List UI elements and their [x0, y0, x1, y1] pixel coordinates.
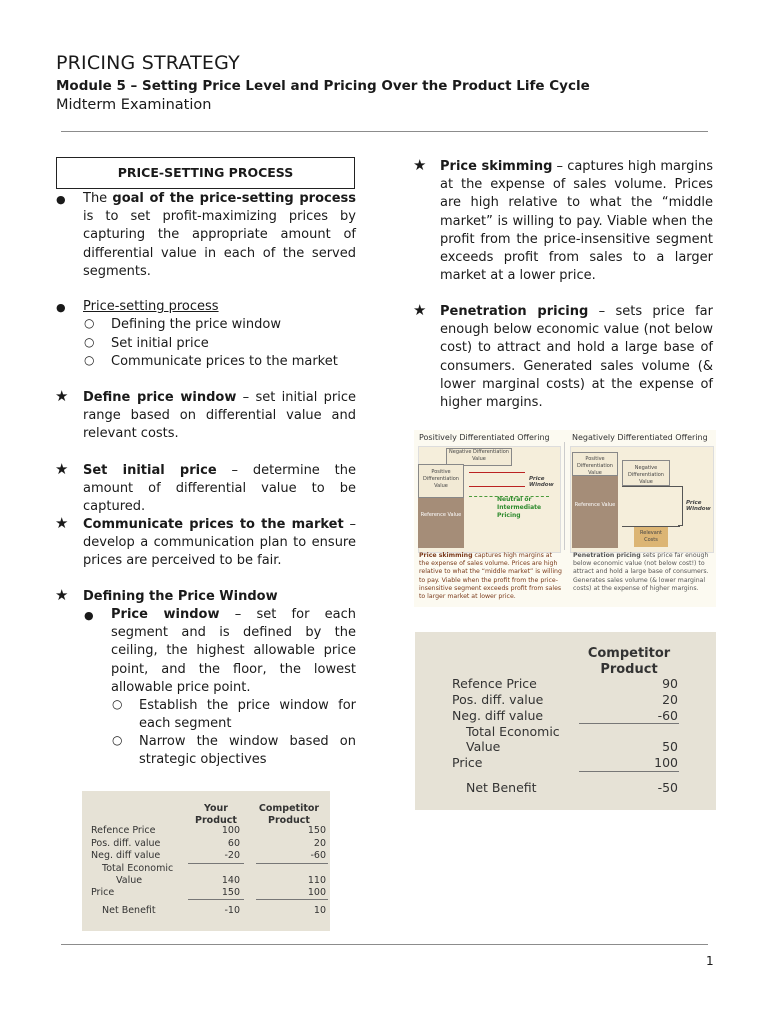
table-cell: 10 [313, 905, 326, 916]
circle-bullet-icon: ○ [84, 335, 95, 349]
table-cell: 150 [307, 825, 326, 836]
circle-bullet-icon: ○ [112, 697, 123, 711]
table-cell: 150 [221, 887, 240, 898]
sum-line [188, 899, 244, 900]
star-icon: ★ [55, 460, 69, 478]
pricing-window-figure [414, 430, 716, 607]
price-window-label: Price Window [686, 500, 711, 512]
sum-line [256, 863, 328, 864]
sum-line [579, 723, 679, 724]
table-cell: 100 [654, 755, 678, 770]
define-window-paragraph: Define price window – set initial price range based on differential value and relevant costs. [83, 390, 356, 442]
section-heading-box: PRICE-SETTING PROCESS [56, 157, 355, 189]
penetration-paragraph: Penetration pricing – sets price far enough below economic value (not below cost) to attract and hold a large base of consumers. Generated sales volume (& lower marginal costs) at the expense of higher margins. [440, 304, 713, 411]
col-header: Competitor Product [587, 646, 671, 677]
pos-diff-box: Positive Differentiation Value [572, 452, 618, 476]
price-window-label: Price Window [529, 476, 554, 488]
price-window-bottom-line [469, 486, 525, 487]
table-cell: 100 [307, 887, 326, 898]
table-row-label: Refence Price [452, 676, 537, 691]
table-row-label: Total Economic [466, 724, 560, 739]
star-icon: ★ [413, 156, 427, 174]
figure-divider [564, 442, 565, 550]
skimming-paragraph: Price skimming – captures high margins at the expense of sales volume. Prices are high relative to what the “middle market” is willing to pay. Viable when the profit from the price-insensitive segment exceeds profit from sales to a larger market at a lower price. [440, 159, 713, 284]
price-window-top-line [469, 472, 525, 473]
table-row-label: Price [91, 887, 115, 898]
table-cell: 50 [662, 739, 678, 754]
module-subtitle: Module 5 – Setting Price Level and Pricing Over the Product Life Cycle [56, 78, 590, 94]
table-cell: -60 [657, 708, 678, 723]
circle-bullet-icon: ○ [112, 733, 123, 747]
goal-paragraph: The goal of the price-setting process is to set profit-maximizing prices by capturing the appropriate amount of differential value in each of the served segments. [83, 191, 357, 279]
price-window-top-line [622, 486, 680, 487]
table-row-label: Pos. diff. value [452, 692, 544, 707]
bracket-icon [678, 486, 683, 526]
figure-caption-right: Penetration pricing sets price far enough below economic value (not below cost!) to attract and hold a large base of consumers. Generates sales volume (& lower marginal costs) at the expense of higher margins. [573, 552, 709, 592]
table-row-label: Neg. diff value [91, 850, 161, 861]
reference-value-box: Reference Value [418, 498, 464, 548]
sum-line [579, 771, 679, 772]
circle-bullet-icon: ○ [84, 353, 95, 367]
table-cell: 60 [227, 838, 240, 849]
page-number: 1 [706, 954, 714, 968]
col-header: Your Product [195, 803, 237, 826]
reference-value-box: Reference Value [572, 476, 618, 548]
process-title: Price-setting process [83, 299, 219, 314]
sum-line [256, 899, 328, 900]
window-subitem: Narrow the window based on strategic objectives [139, 734, 356, 768]
top-divider [61, 131, 708, 132]
table-cell: 140 [221, 875, 240, 886]
process-item: Communicate prices to the market [111, 354, 338, 369]
table-row-label: Value [116, 875, 143, 886]
process-item: Defining the price window [111, 317, 281, 332]
star-icon: ★ [55, 514, 69, 532]
sum-line [188, 863, 244, 864]
circle-bullet-icon: ○ [84, 316, 95, 330]
table-row-label: Refence Price [91, 825, 156, 836]
window-heading: Defining the Price Window [83, 589, 278, 604]
bullet-icon: ● [56, 301, 66, 314]
bullet-icon: ● [84, 609, 94, 622]
bottom-divider [61, 944, 708, 945]
figure-title-left: Positively Differentiated Offering [419, 433, 550, 442]
star-icon: ★ [413, 301, 427, 319]
col-header: Competitor Product [258, 803, 320, 826]
table-cell: 20 [313, 838, 326, 849]
table-row-label: Neg. diff value [452, 708, 544, 723]
star-icon: ★ [55, 586, 69, 604]
exam-label: Midterm Examination [56, 97, 212, 113]
table-row-label: Net Benefit [102, 905, 156, 916]
initial-price-paragraph: Set initial price – determine the amount of differential value to be captured. [83, 463, 356, 515]
table-row-label: Price [452, 755, 483, 770]
relevant-costs-box: Relevant Costs [634, 527, 668, 547]
price-window-paragraph: Price window – set for each segment and is defined by the ceiling, the highest allowable price point, and the floor, the lowest allowable price point. [111, 607, 357, 695]
table-cell: -50 [657, 780, 678, 795]
table-cell: 20 [662, 692, 678, 707]
table-row-label: Value [466, 739, 501, 754]
figure-caption-left: Price skimming captures high margins at the expense of sales volume. Prices are high relative to what the “middle market” is willing to pay. Viable when the profit from the price-insensitive segment exceeds profit from sales to larger market at lower price. [419, 552, 562, 601]
figure-title-right: Negatively Differentiated Offering [572, 433, 708, 442]
table-row-label: Net Benefit [466, 780, 537, 795]
table-cell: -20 [224, 850, 240, 861]
neg-diff-box: Negative Differentiation Value [446, 448, 512, 466]
bullet-icon: ● [56, 193, 66, 206]
table-cell: 90 [662, 676, 678, 691]
table-cell: 110 [307, 875, 326, 886]
communicate-paragraph: Communicate prices to the market – develop a communication plan to ensure prices are perceived to be fair. [83, 517, 356, 569]
neg-diff-box: Negative Differentiation Value [622, 460, 670, 486]
pos-diff-box: Positive Differentiation Value [418, 464, 464, 498]
neutral-label: Neutral or Intermediate Pricing [497, 496, 542, 519]
process-item: Set initial price [111, 336, 209, 351]
table-cell: -60 [310, 850, 326, 861]
table-row-label: Total Economic [102, 863, 174, 874]
table-cell: -10 [224, 905, 240, 916]
economic-value-table-small [82, 791, 330, 931]
table-cell: 100 [221, 825, 240, 836]
economic-value-table-large [415, 632, 716, 810]
window-subitem: Establish the price window for each segment [139, 698, 356, 732]
page-title: PRICING STRATEGY [56, 52, 240, 74]
table-row-label: Pos. diff. value [91, 838, 161, 849]
star-icon: ★ [55, 387, 69, 405]
